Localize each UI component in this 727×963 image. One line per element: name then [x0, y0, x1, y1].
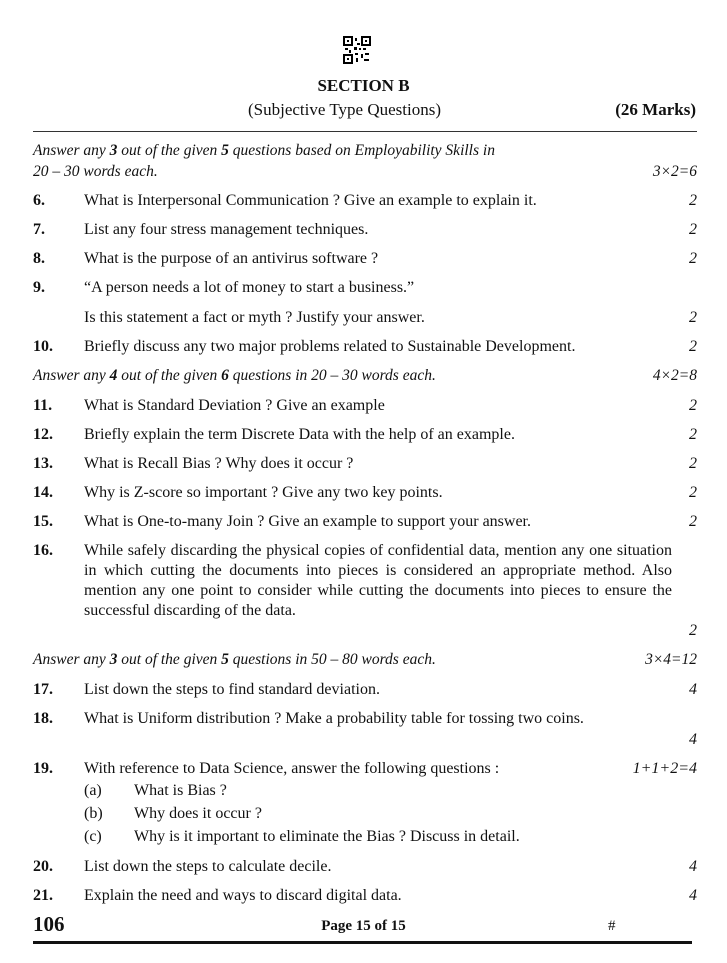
paper-code: 106: [33, 912, 65, 936]
instruction-marks: 3×4=12: [645, 651, 697, 668]
qr-code-icon: [343, 36, 371, 64]
section-total-marks: (26 Marks): [615, 100, 696, 119]
question-9: 9. “A person needs a lot of money to start a business.” Is this statement a fact or myth ? Justify your answer. 2: [33, 279, 697, 326]
question-16: 16. While safely discarding the physical copies of confidential data, mention any one situation in which cutting the documents into pieces is considered an appropriate method. Also mention any one point to consider while cutting the documents into pieces to ensure the successful discarding of the data. 2: [33, 542, 697, 639]
header-divider: [33, 131, 697, 132]
instruction-3: Answer any 3 out of the given 5 questions in 50 – 80 words each. 3×4=12: [33, 651, 697, 668]
instruction-2: Answer any 4 out of the given 6 questions in 20 – 30 words each. 4×2=8: [33, 367, 697, 384]
section-title: SECTION B: [317, 76, 410, 95]
page-number: Page 15 of 15: [321, 918, 406, 934]
question-18: 18. What is Uniform distribution ? Make a probability table for tossing two coins. 4: [33, 710, 697, 748]
instruction-marks: 3×2=6: [652, 163, 697, 180]
footer-divider: [33, 941, 692, 944]
instruction-marks: 4×2=8: [652, 367, 697, 384]
instruction-1: Answer any 3 out of the given 5 questions based on Employability Skills in 20 – 30 words each. 3×2=6: [33, 142, 697, 180]
footer-hash: #: [608, 918, 616, 934]
section-subtitle: (Subjective Type Questions): [248, 100, 442, 119]
